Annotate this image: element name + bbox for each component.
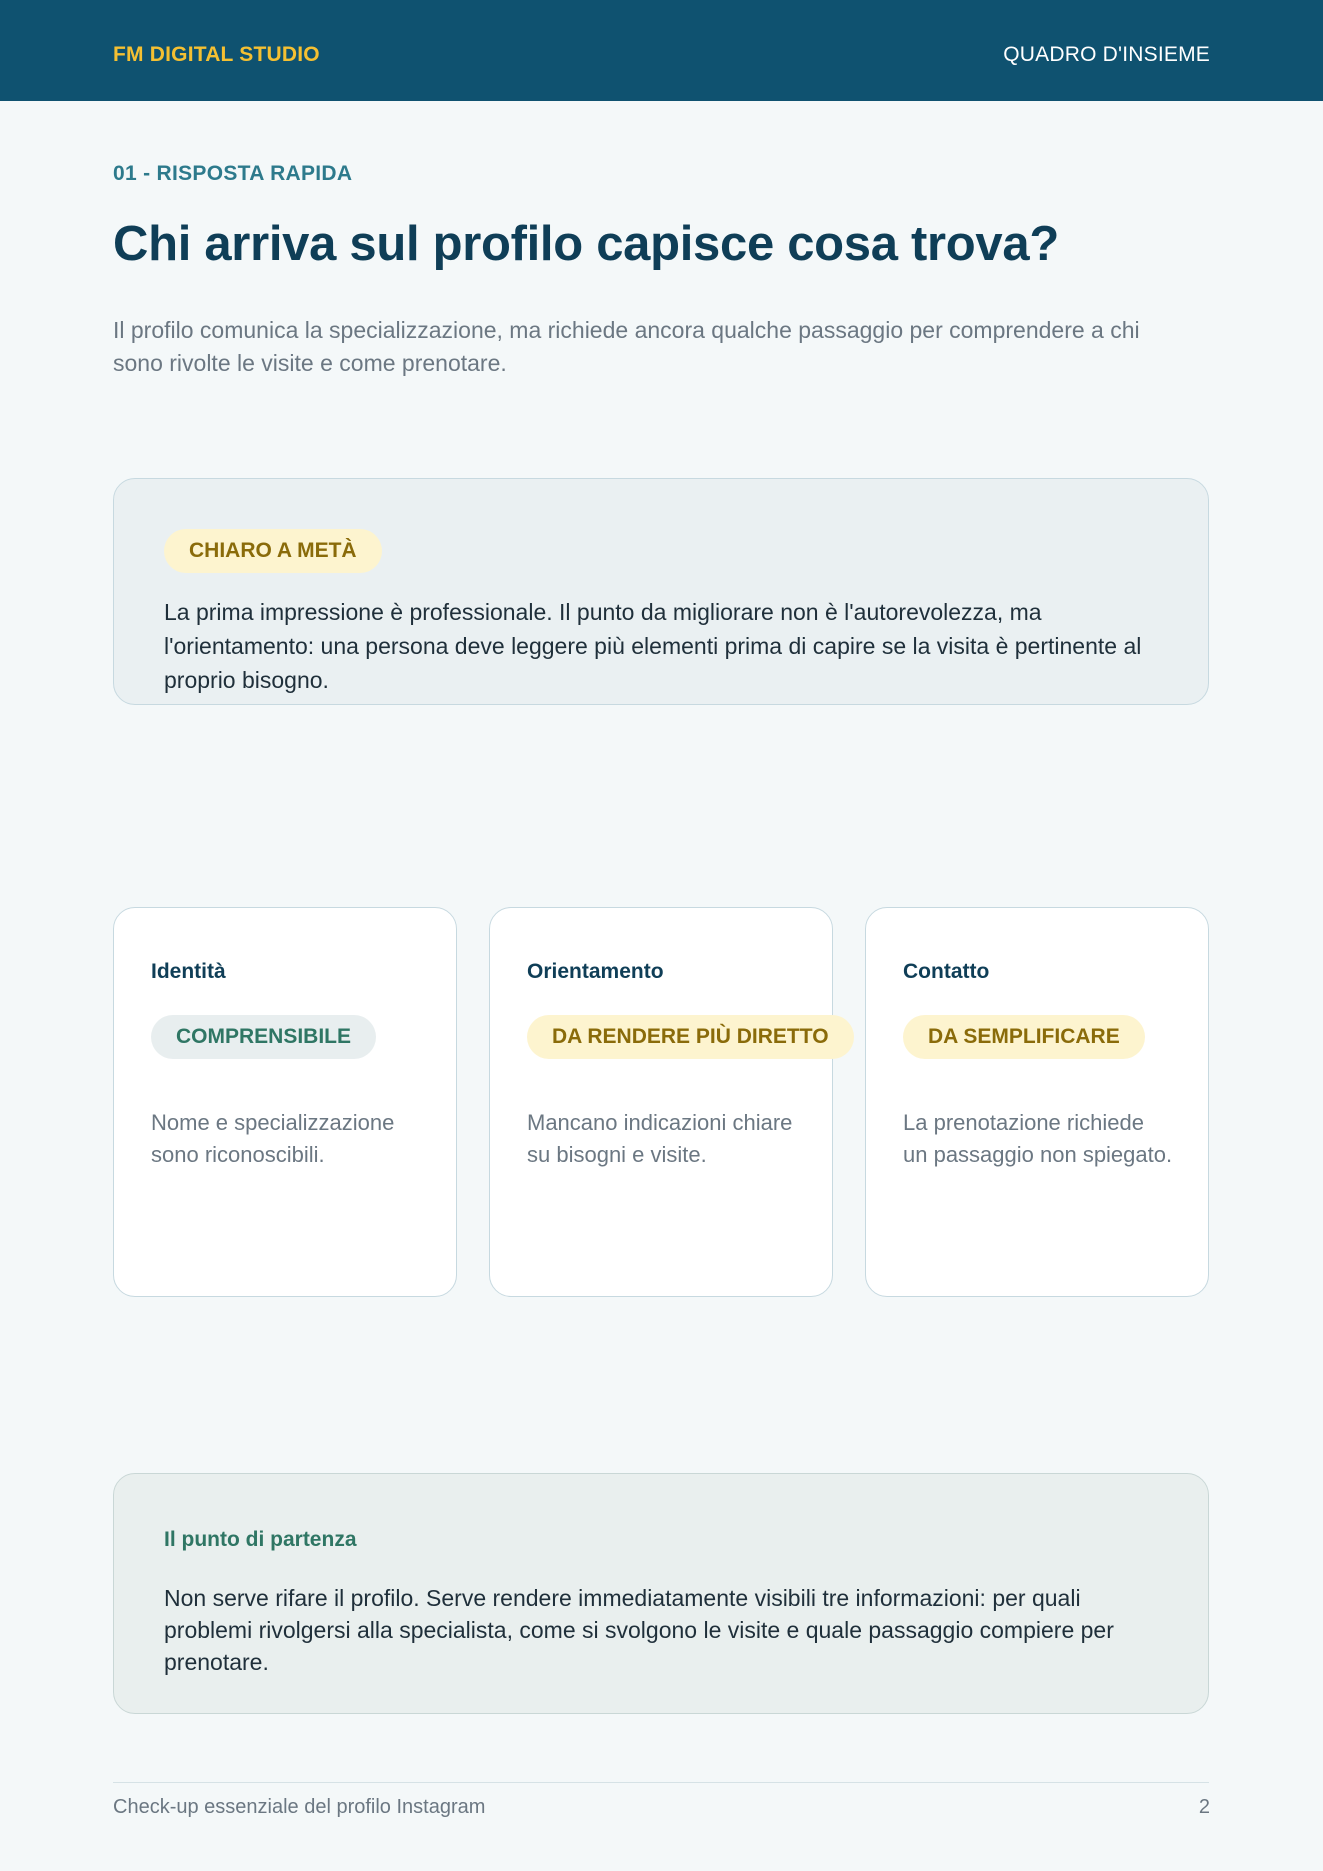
summary-title: Il punto di partenza xyxy=(164,1528,357,1551)
card-contatto xyxy=(865,907,1209,1297)
card-description: Nome e specializzazione sono riconoscibili. xyxy=(151,1110,395,1167)
assessment-callout xyxy=(113,478,1209,705)
card-orientamento xyxy=(489,907,833,1297)
card-description: La prenotazione richiede un passaggio non spiegato. xyxy=(903,1110,1173,1167)
assessment-badge: CHIARO A METÀ xyxy=(164,529,382,573)
status-badge: DA RENDERE PIÙ DIRETTO xyxy=(527,1015,854,1059)
status-badge: DA SEMPLIFICARE xyxy=(903,1015,1145,1059)
intro-paragraph: Il profilo comunica la specializzazione, ma richiede ancora qualche passaggio per comprendere a chi sono rivolte le visite e come prenotare. xyxy=(113,317,1140,376)
summary-text: Non serve rifare il profilo. Serve rendere immediatamente visibili tre informazioni: per quali problemi rivolgersi alla specialista, come si svolgono le visite e quale passaggio compiere per prenotare. xyxy=(164,1585,1114,1675)
top-bar xyxy=(0,0,1323,101)
card-identita xyxy=(113,907,457,1297)
page-title: Chi arriva sul profilo capisce cosa trova? xyxy=(113,217,1059,271)
brand-name: FM DIGITAL STUDIO xyxy=(113,43,320,66)
card-description: Mancano indicazioni chiare su bisogni e visite. xyxy=(527,1110,793,1167)
card-title: Orientamento xyxy=(527,960,664,983)
starting-point-box xyxy=(113,1473,1209,1714)
section-label: QUADRO D'INSIEME xyxy=(1003,43,1210,66)
footer-document-title: Check-up essenziale del profilo Instagram xyxy=(113,1796,486,1818)
page-number: 2 xyxy=(1198,1796,1210,1818)
status-badge: COMPRENSIBILE xyxy=(151,1015,376,1059)
card-title: Identità xyxy=(151,960,226,983)
card-title: Contatto xyxy=(903,960,990,983)
section-eyebrow: 01 - RISPOSTA RAPIDA xyxy=(113,162,353,185)
footer-divider xyxy=(113,1782,1209,1783)
assessment-text: La prima impressione è professionale. Il punto da migliorare non è l'autorevolezza, ma l'orientamento: una persona deve leggere più elementi prima di capire se la visita è pertinente al proprio bisogno. xyxy=(164,599,1142,693)
